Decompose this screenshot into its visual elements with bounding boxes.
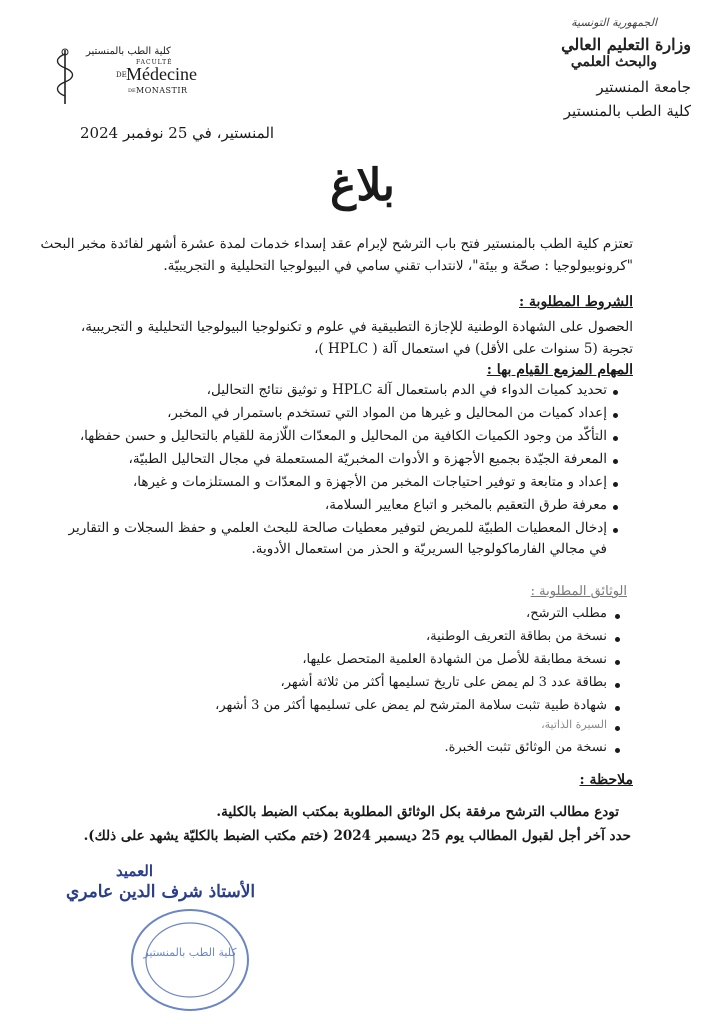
document-date: المنستير، في 25 نوفمبر 2024 — [80, 124, 275, 142]
institution-header — [471, 16, 691, 120]
task-item: التأكّد من وجود الكميات الكافية من المحاليل و المعدّات اللّازمة للقيام بالتحاليل و حسن حفظها، — [79, 428, 607, 444]
bullet-icon — [615, 748, 620, 753]
condition-item: الحصول على الشهادة الوطنية للإجازة التطبيقية في علوم و تكنولوجيا البيولوجيا التحليلية و التجريبية، — [80, 319, 633, 335]
ministry-line2: والبحث العلمي — [570, 54, 657, 70]
intro-line2: "كرونوبيولوجيا : صحّة و بيئة"، لانتداب تقني سامي في البيولوجيا التحليلية و التجريبيّة. — [163, 258, 633, 274]
logo-faculte: FACULTÉ — [136, 59, 173, 66]
document-item: نسخة من بطاقة التعريف الوطنية، — [425, 629, 607, 644]
task-item: المعرفة الجيّدة بجميع الأجهزة و الأدوات المخبريّة المستعملة في مجال التحاليل الطبيّة، — [128, 451, 607, 467]
bullet-icon — [613, 413, 618, 418]
bullet-icon — [615, 660, 620, 665]
conditions-heading: الشروط المطلوبة : — [519, 294, 633, 310]
bullet-icon — [615, 726, 620, 731]
logo-medecine: Médecine — [126, 64, 197, 84]
note-line1: تودع مطالب الترشح مرفقة بكل الوثائق المطلوبة بمكتب الضبط بالكلية. — [216, 804, 619, 820]
bullet-icon — [615, 706, 620, 711]
bullet-icon — [615, 683, 620, 688]
bullet-icon — [615, 637, 620, 642]
dean-name: الأستاذ شرف الدين عامري — [66, 882, 256, 902]
document-title: بلاغ — [330, 160, 395, 211]
stamp-text: كلية الطب بالمنستير — [143, 946, 237, 959]
bullet-icon — [613, 436, 618, 441]
logo-de: DE — [116, 71, 127, 79]
condition-item: تجربة (5 سنوات على الأقل) في استعمال آلة ( HPLC )، — [314, 341, 633, 357]
document-item: نسخة مطابقة للأصل من الشهادة العلمية المتحصل عليها، — [302, 652, 607, 667]
bullet-icon — [613, 482, 618, 487]
ministry-line1: وزارة التعليم العالي — [561, 35, 691, 54]
document-item: السيرة الذاتية، — [541, 718, 607, 731]
tasks-heading: المهام المزمع القيام بها : — [486, 362, 633, 378]
faculty-name: كلية الطب بالمنستير — [563, 102, 691, 120]
caduceus-icon — [50, 46, 80, 106]
documents-heading: الوثائق المطلوبة : — [530, 584, 627, 599]
bullet-icon — [613, 390, 618, 395]
document-item: مطلب الترشح، — [526, 606, 607, 621]
bullet-icon — [613, 505, 618, 510]
document-item: نسخة من الوثائق تثبت الخبرة. — [444, 740, 607, 755]
note-line2: حدد آخر أجل لقبول المطالب يوم 25 ديسمبر 2024 (ختم مكتب الضبط بالكليّة يشهد على ذلك). — [83, 828, 631, 844]
university-name: جامعة المنستير — [596, 78, 691, 96]
faculty-logo — [50, 46, 210, 106]
task-item: معرفة طرق التعقيم بالمخبر و اتباع معايير السلامة، — [324, 497, 607, 513]
task-item: إدخال المعطيات الطبيّة للمريض لتوفير معطيات صالحة للبحث العلمي و حفظ السجلات و التقارير — [68, 520, 607, 536]
task-item: إعداد كميات من المحاليل و غيرها من المواد التي تستخدم باستمرار في المخبر، — [167, 405, 607, 421]
logo-monastir: MONASTIR — [136, 86, 188, 95]
republic-label: الجمهورية التونسية — [571, 16, 657, 29]
task-item: تحديد كميات الدواء في الدم باستعمال آلة HPLC و توثيق نتائج التحاليل، — [206, 382, 607, 398]
bullet-icon — [613, 459, 618, 464]
task-item-continuation: في مجالي الفارماكولوجيا السريريّة و الحذر من استعمال الأدوية. — [251, 541, 607, 557]
document-item: بطاقة عدد 3 لم يمض على تاريخ تسليمها أكثر من ثلاثة أشهر، — [280, 675, 607, 690]
logo-de2: DE — [128, 88, 136, 94]
bullet-icon — [615, 614, 620, 619]
intro-line1: تعتزم كلية الطب بالمنستير فتح باب الترشح لإبرام عقد إسداء خدمات لمدة عشرة أشهر لفائدة مخبر البحث — [40, 236, 633, 252]
document-item: شهادة طبية تثبت سلامة المترشح لم يمض على تسليمها أكثر من 3 أشهر، — [215, 698, 607, 713]
official-stamp-icon — [128, 904, 252, 1014]
bullet-icon — [613, 528, 618, 533]
note-heading: ملاحظة : — [579, 772, 633, 788]
dean-title: العميد — [116, 862, 154, 880]
logo-arabic-text: كلية الطب بالمنستير — [86, 46, 171, 57]
task-item: إعداد و متابعة و توفير احتياجات المخبر من الأجهزة و المعدّات و المستلزمات و غيرها، — [132, 474, 607, 490]
